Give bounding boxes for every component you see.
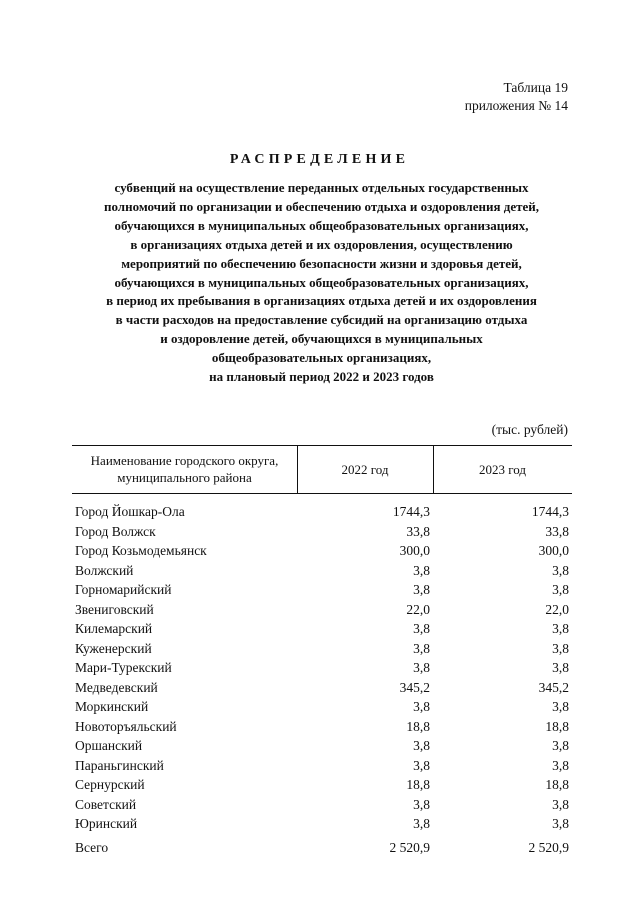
table-row [0,814,639,834]
row-value-2022: 1744,3 [392,504,430,519]
table-total-row [0,838,639,858]
column-header-2023: 2023 год [479,461,526,477]
row-value-2022: 3,8 [413,757,430,773]
row-value-2023: 18,8 [545,718,569,734]
row-value-2022: 3,8 [413,660,430,675]
row-value-2023: 3,8 [552,582,569,597]
row-name: Юринский [75,816,138,831]
row-value-2023: 1744,3 [531,504,569,519]
row-value-2023: 18,8 [545,777,569,792]
row-value-2022: 3,8 [413,738,430,753]
table-row [0,580,639,600]
table-row [0,795,639,815]
table-row [0,697,639,717]
total-value-2023: 2 520,9 [528,840,569,855]
row-value-2022: 18,8 [406,718,430,734]
row-value-2022: 300,0 [399,543,430,558]
row-name: Новоторъяльский [75,718,177,734]
row-value-2022: 3,8 [413,816,430,831]
appendix-reference: приложения № 14 [464,98,568,113]
table-row [0,775,639,795]
row-name: Волжский [75,562,134,578]
subtitle-line: общеобразовательных организациях, [211,350,432,366]
column-header-name-line2: муниципального района [117,470,252,485]
row-name: Звениговский [75,601,154,617]
row-value-2022: 33,8 [406,523,430,539]
table-row [0,619,639,639]
row-value-2023: 300,0 [538,543,569,558]
row-value-2023: 3,8 [552,660,569,675]
row-value-2022: 3,8 [413,796,430,812]
row-name: Куженерский [75,640,152,656]
document-subtitle [40,179,603,387]
subtitle-line: субвенций на осуществление переданных отдельных государственных [114,180,529,195]
subtitle-line: обучающихся в муниципальных общеобразовательных организациях, [114,274,529,290]
table-row [0,541,639,561]
table-row [0,756,639,776]
row-value-2022: 3,8 [413,621,430,636]
row-name: Советский [75,796,137,812]
row-value-2023: 3,8 [552,816,569,831]
row-value-2023: 3,8 [552,757,569,773]
subtitle-line: в организациях отдыха детей и их оздоровления, осуществлению [130,236,513,252]
row-value-2023: 33,8 [545,523,569,539]
total-value-2022: 2 520,9 [389,840,430,855]
row-name: Горномарийский [75,582,172,597]
row-name: Сернурский [75,777,145,792]
document-title: РАСПРЕДЕЛЕНИЕ [229,152,410,167]
row-name: Моркинский [75,699,149,714]
column-header-name [72,445,297,493]
table-row [0,639,639,659]
column-header-2022: 2022 год [341,461,389,477]
subtitle-line: в период их пребывания в организациях отдыха детей и их оздоровления [106,293,537,309]
units-label: (тыс. рублей) [491,422,568,437]
row-value-2022: 3,8 [413,562,430,578]
row-value-2023: 345,2 [538,679,569,695]
table-row [0,717,639,737]
table-row [0,678,639,698]
table-row [0,736,639,756]
table-row [0,658,639,678]
row-name: Город Йошкар-Ола [75,504,185,519]
subtitle-line: полномочий по организации и обеспечению отдыха и оздоровления детей, [103,198,539,214]
row-value-2023: 3,8 [552,699,569,714]
row-value-2023: 3,8 [552,621,569,636]
table-row [0,502,639,522]
row-value-2023: 3,8 [552,640,569,656]
row-name: Оршанский [75,738,143,753]
row-value-2022: 3,8 [413,699,430,714]
row-name: Килемарский [75,621,153,636]
table-reference-number: Таблица 19 [503,80,568,95]
table-header-bottom-border [72,493,572,494]
table-row [0,561,639,581]
row-name: Параньгинский [75,757,164,773]
row-value-2023: 22,0 [545,601,569,617]
column-header-name-line1: Наименование городского округа, [90,453,279,468]
total-label: Всего [75,840,109,855]
row-value-2023: 3,8 [552,562,569,578]
row-value-2022: 345,2 [399,679,430,695]
subtitle-line: на плановый период 2022 и 2023 годов [209,369,434,385]
table-row [0,600,639,620]
row-value-2022: 3,8 [413,640,430,656]
row-value-2022: 18,8 [406,777,430,792]
row-name: Мари-Турекский [75,660,172,675]
row-value-2022: 22,0 [406,601,430,617]
row-value-2022: 3,8 [413,582,430,597]
row-name: Город Волжск [75,523,156,539]
subtitle-line: и оздоровление детей, обучающихся в муниципальных [160,331,483,347]
subtitle-line: в части расходов на предоставление субсидий на организацию отдыха [115,312,528,328]
table-row [0,522,639,542]
row-name: Медведевский [75,679,158,695]
row-value-2023: 3,8 [552,738,569,753]
row-name: Город Козьмодемьянск [75,543,207,558]
row-value-2023: 3,8 [552,796,569,812]
subtitle-line: мероприятий по обеспечению безопасности жизни и здоровья детей, [121,255,522,271]
subtitle-line: обучающихся в муниципальных общеобразовательных организациях, [114,217,529,233]
